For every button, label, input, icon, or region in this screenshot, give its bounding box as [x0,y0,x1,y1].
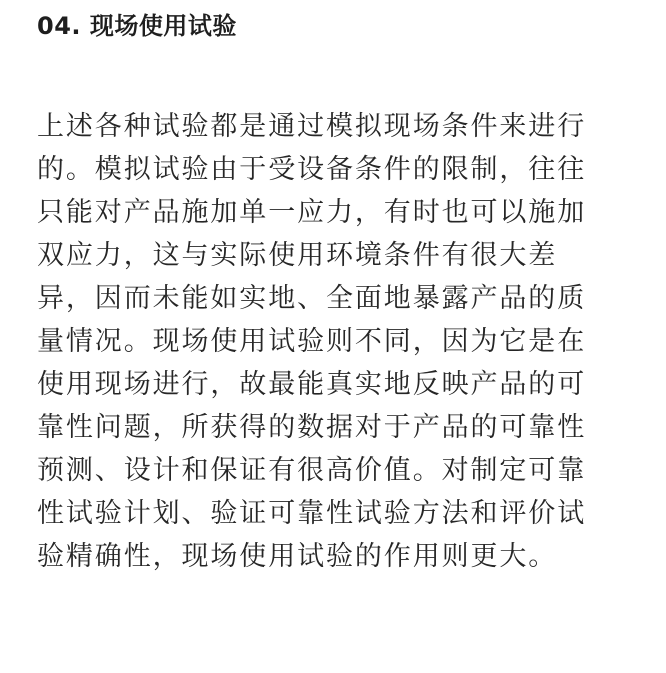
body-line: 靠性问题，所获得的数据对于产品的可靠性 [37,412,587,443]
body-line: 预测、设计和保证有很高价值。对制定可靠 [37,455,587,486]
body-line: 使用现场进行，故最能真实地反映产品的可 [37,369,587,400]
section-heading: 04. 现场使用试验 [37,12,237,40]
body-line: 性试验计划、验证可靠性试验方法和评价试 [37,498,587,529]
body-line: 的。模拟试验由于受设备条件的限制，往往 [37,154,587,185]
body-line: 量情况。现场使用试验则不同，因为它是在 [37,326,587,357]
body-line: 异，因而未能如实地、全面地暴露产品的质 [37,283,587,314]
body-line: 双应力，这与实际使用环境条件有很大差 [37,240,558,271]
body-line: 只能对产品施加单一应力，有时也可以施加 [37,197,587,228]
article-body [37,105,632,578]
body-line: 上述各种试验都是通过模拟现场条件来进行 [37,111,587,142]
body-line: 验精确性，现场使用试验的作用则更大。 [37,541,558,572]
